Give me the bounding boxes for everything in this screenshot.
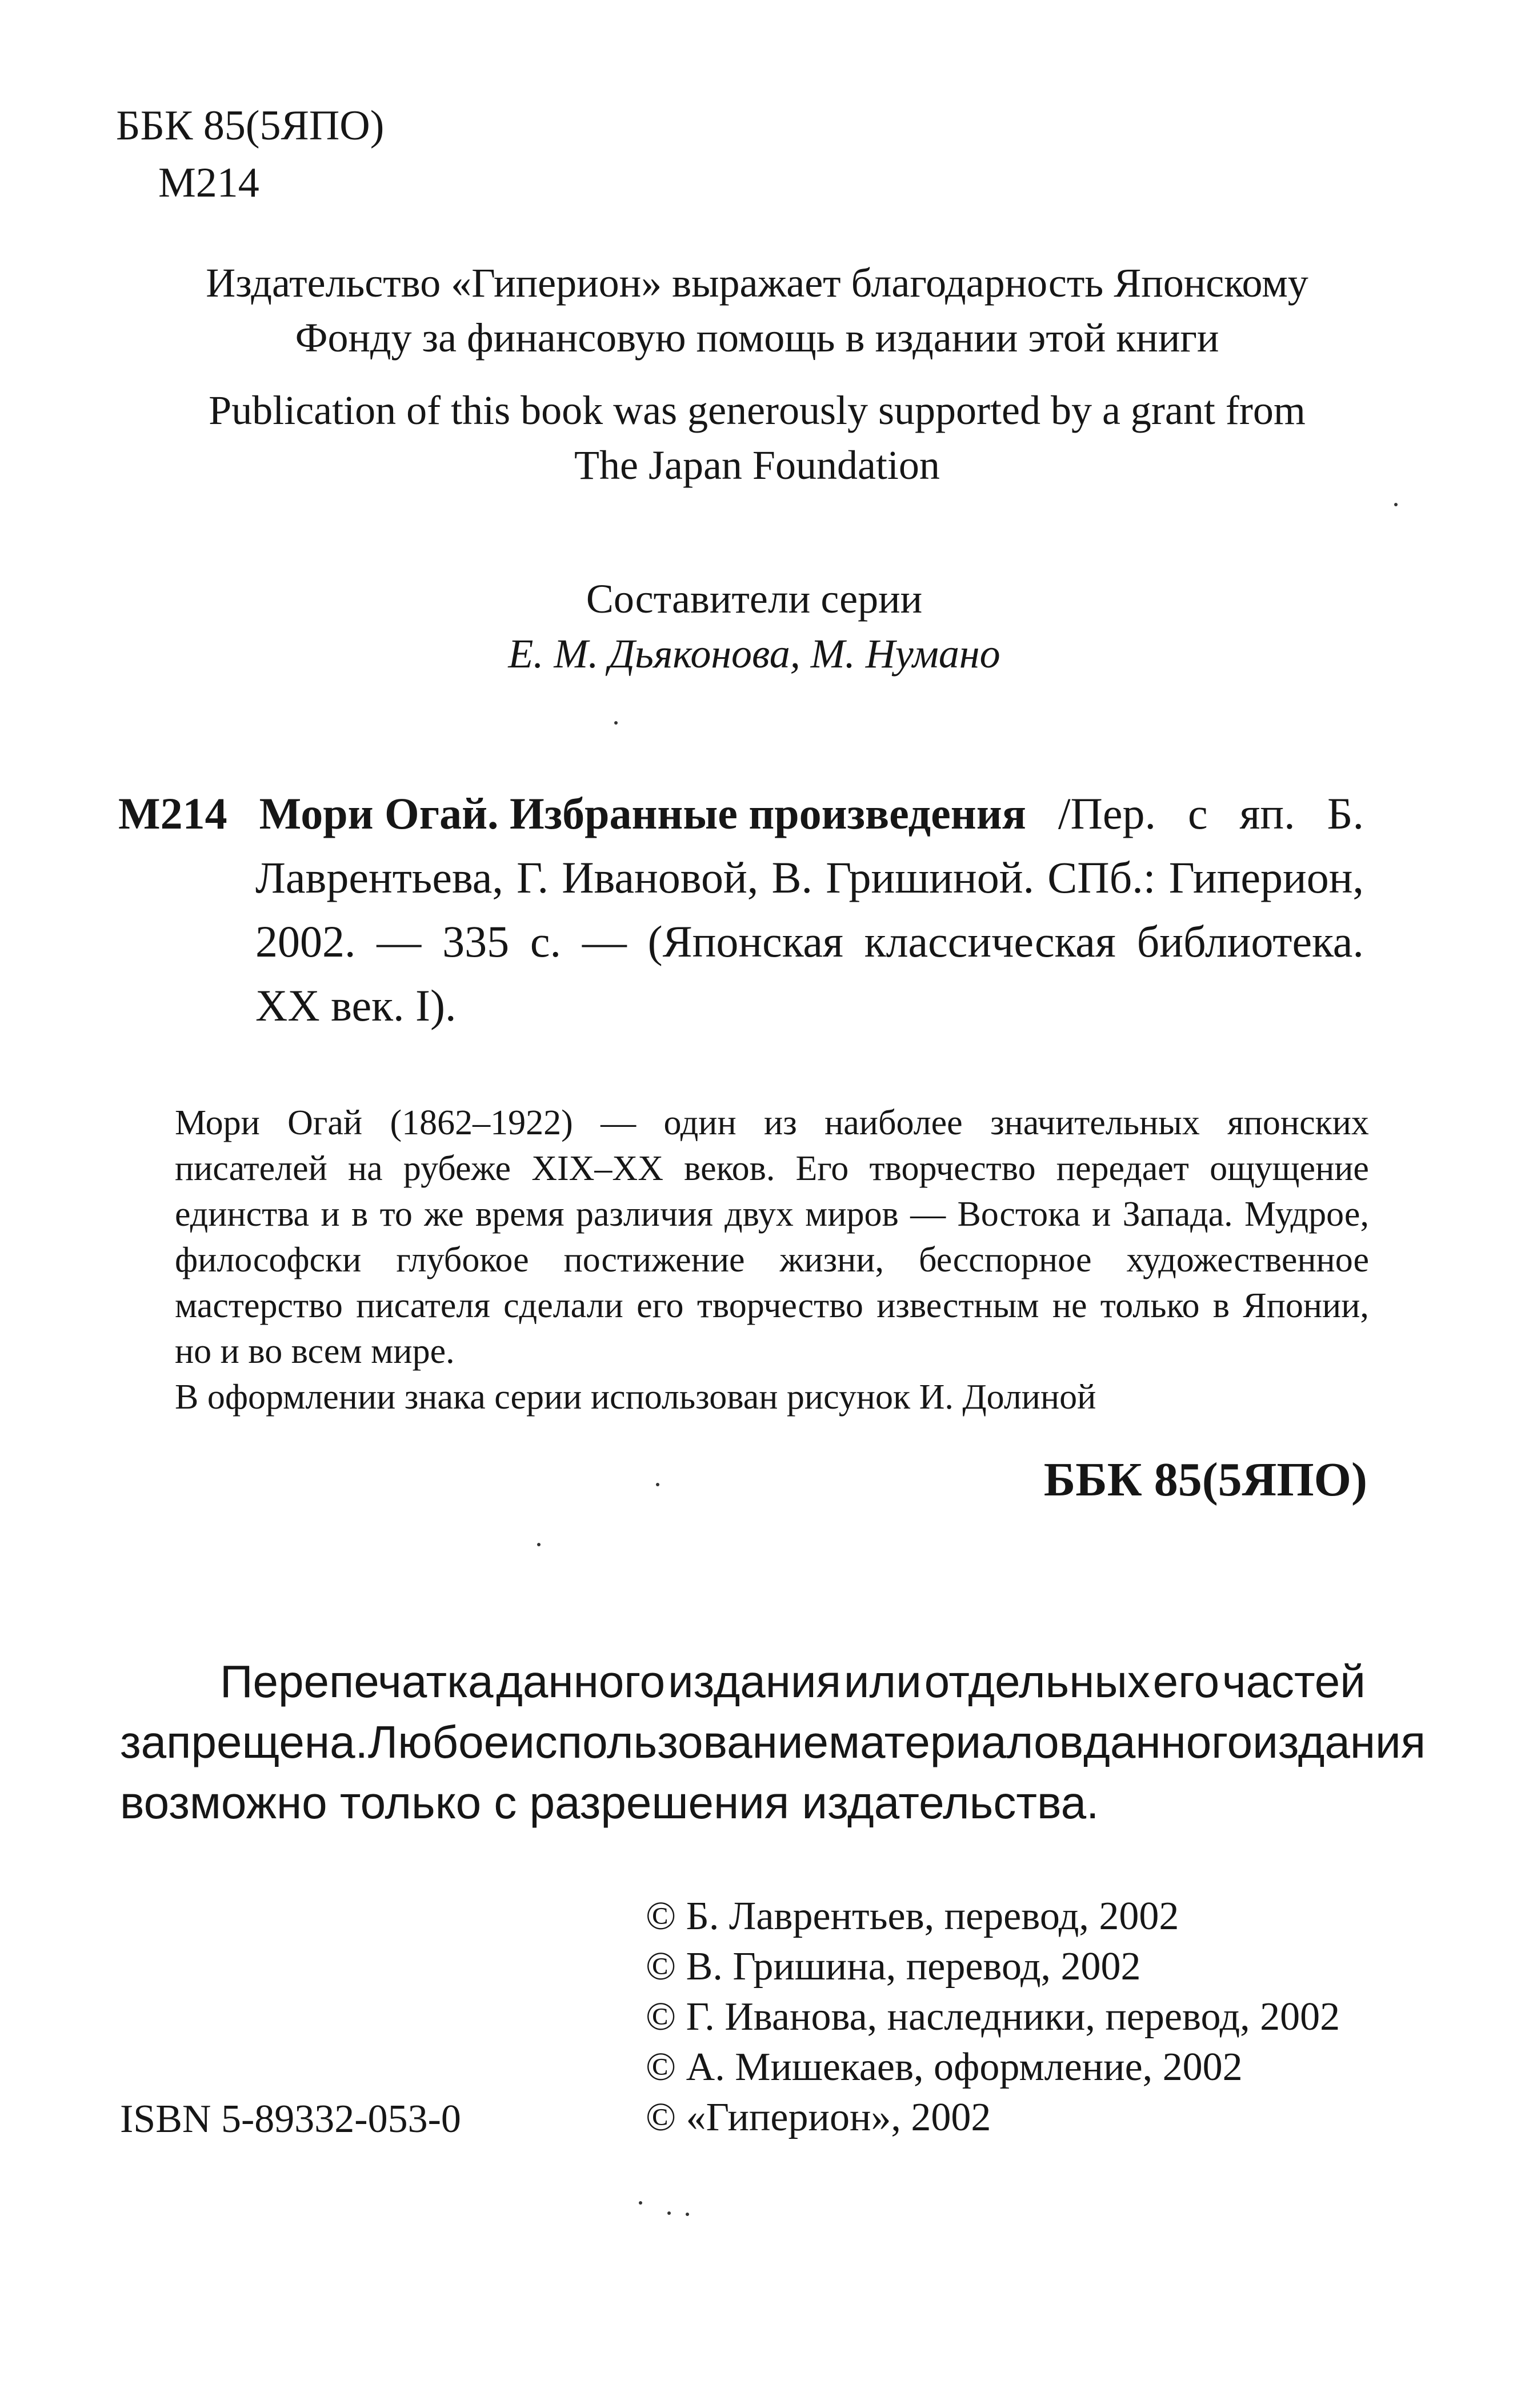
acknowledgement-russian	[114, 255, 1400, 365]
word: Запада.	[1122, 1195, 1233, 1234]
biblio-line-4	[118, 974, 1364, 1038]
word: единства	[175, 1195, 310, 1234]
word: ощущение	[1210, 1149, 1369, 1188]
scan-speck	[537, 1543, 541, 1546]
biblio-code: М214	[118, 789, 227, 838]
word: из	[764, 1103, 797, 1142]
notice-line	[120, 1651, 1366, 1712]
biblio-word: яп.	[1239, 789, 1295, 838]
annotation-line	[175, 1283, 1369, 1329]
biblio-word: Ивановой,	[562, 853, 759, 902]
word: (1862–1922)	[390, 1103, 573, 1142]
word: веков.	[684, 1149, 775, 1188]
author-mark: М214	[158, 159, 259, 206]
compilers-heading: Составители серии	[586, 576, 923, 622]
word: —	[601, 1103, 637, 1142]
word: материалов	[828, 1717, 1084, 1767]
word: Перепечатка	[220, 1656, 494, 1707]
word: на	[348, 1149, 383, 1188]
copyright-line: © «Гиперион», 2002	[646, 2095, 991, 2139]
word: японских	[1227, 1103, 1369, 1142]
word: то	[379, 1195, 413, 1234]
biblio-word: классическая	[864, 917, 1116, 966]
word: писателя	[356, 1286, 490, 1325]
biblio-word: Гиперион,	[1168, 853, 1364, 902]
word: известным	[876, 1286, 1039, 1325]
biblio-word: СПб.:	[1047, 853, 1156, 902]
copyright-line: © А. Мишекаев, оформление, 2002	[646, 2045, 1243, 2089]
word: Японии,	[1243, 1286, 1369, 1325]
biblio-word: (Японская	[647, 917, 843, 966]
word: —	[910, 1195, 946, 1234]
word: сделали	[503, 1286, 623, 1325]
word: запрещена.	[120, 1717, 368, 1767]
scan-speck	[686, 2213, 689, 2216]
word: творчество	[869, 1149, 1036, 1188]
word: и	[321, 1195, 340, 1234]
reprint-notice	[120, 1651, 1426, 1833]
word: не	[1052, 1286, 1087, 1325]
biblio-word: /Пер.	[1058, 789, 1156, 838]
word: или	[843, 1656, 922, 1707]
biblio-series-volume: XX век. I).	[255, 981, 457, 1030]
word: Востока	[957, 1195, 1080, 1234]
word: один	[663, 1103, 737, 1142]
notice-line	[120, 1712, 1426, 1773]
acknowledgement-line: Издательство «Гиперион» выражает благодарность Японскому	[206, 260, 1308, 306]
annotation-line	[175, 1237, 1369, 1283]
copyright-line: © Г. Иванова, наследники, перевод, 2002	[646, 1995, 1340, 2039]
word: бесспорное	[919, 1241, 1092, 1279]
word: различия	[575, 1195, 713, 1234]
word: его	[637, 1286, 684, 1325]
biblio-line-2	[118, 846, 1364, 910]
word: в	[1212, 1286, 1230, 1325]
word: его	[1152, 1656, 1220, 1707]
acknowledgement-line: Publication of this book was generously supported by a grant from	[209, 387, 1306, 433]
annotation-last-line: но и во всем мире.	[175, 1332, 455, 1371]
scan-speck	[656, 1483, 659, 1486]
biblio-word: Лаврентьева,	[255, 853, 503, 902]
word: отдельных	[924, 1656, 1150, 1707]
word: значительных	[990, 1103, 1200, 1142]
word: писателей	[175, 1149, 327, 1188]
scan-speck	[667, 2211, 671, 2215]
word: в	[351, 1195, 369, 1234]
compilers-names: Е. М. Дьяконова, М. Нумано	[508, 631, 1000, 677]
word: Мори	[175, 1103, 260, 1142]
word: Огай	[287, 1103, 363, 1142]
word: данного	[1083, 1717, 1253, 1767]
copyright-line: © Б. Лаврентьев, перевод, 2002	[646, 1894, 1179, 1938]
word: Мудрое,	[1244, 1195, 1369, 1234]
bbk-code: ББК 85(5ЯПО)	[116, 102, 385, 149]
series-compilers	[171, 571, 1337, 681]
biblio-word: с.	[530, 917, 562, 966]
biblio-word: 335	[442, 917, 510, 966]
word: наиболее	[824, 1103, 963, 1142]
word: двух	[725, 1195, 794, 1234]
scan-speck	[1394, 503, 1398, 506]
word: глубокое	[396, 1241, 529, 1279]
copyright-list	[646, 1891, 1340, 2143]
scan-speck	[639, 2201, 642, 2205]
word: время	[475, 1195, 565, 1234]
biblio-word: —	[377, 917, 422, 966]
biblio-word: В.	[771, 853, 813, 902]
word: данного	[496, 1656, 666, 1707]
annotation-line	[175, 1100, 1369, 1146]
biblio-word: —	[582, 917, 627, 966]
word: XIX–XX	[531, 1149, 663, 1188]
biblio-word: 2002.	[255, 917, 356, 966]
copyright-line: © В. Гришина, перевод, 2002	[646, 1945, 1141, 1989]
word: жизни,	[779, 1241, 884, 1279]
word: и	[1092, 1195, 1111, 1234]
word: художественное	[1126, 1241, 1369, 1279]
biblio-word: с	[1187, 789, 1208, 838]
annotation-line	[175, 1191, 1369, 1237]
word: постижение	[563, 1241, 745, 1279]
biblio-author-title: Мори Огай. Избранные произведения	[259, 789, 1026, 838]
word: творчество	[697, 1286, 863, 1325]
word: издания	[1252, 1717, 1426, 1767]
bbk-classification-top	[116, 97, 384, 211]
word: передает	[1056, 1149, 1189, 1188]
acknowledgement-line: Фонду за финансовую помощь в издании этой книги	[295, 315, 1219, 361]
word: использование	[509, 1717, 828, 1767]
word: миров	[805, 1195, 899, 1234]
series-emblem-credit: В оформлении знака серии использован рисунок И. Долиной	[175, 1378, 1096, 1417]
word: только	[1100, 1286, 1200, 1325]
word: рубеже	[403, 1149, 511, 1188]
word: Любое	[367, 1717, 510, 1767]
notice-last-line: возможно только с разрешения издательства.	[120, 1777, 1099, 1828]
scan-speck	[614, 721, 618, 725]
biblio-line-1	[118, 782, 1364, 846]
biblio-word: Гришиной.	[826, 853, 1034, 902]
biblio-word: библиотека.	[1136, 917, 1364, 966]
annotation	[175, 1100, 1369, 1420]
bbk-classification-bottom: ББК 85(5ЯПО)	[1043, 1453, 1367, 1506]
word: философски	[175, 1241, 362, 1279]
biblio-word: Г.	[517, 853, 549, 902]
bibliographic-entry	[118, 782, 1364, 1038]
biblio-line-3	[118, 910, 1364, 974]
isbn: ISBN 5-89332-053-0	[120, 2097, 461, 2141]
biblio-word: Б.	[1327, 789, 1364, 838]
word: же	[424, 1195, 464, 1234]
word: издания	[667, 1656, 841, 1707]
acknowledgement-line: The Japan Foundation	[574, 442, 940, 488]
word: мастерство	[175, 1286, 343, 1325]
word: частей	[1222, 1656, 1366, 1707]
acknowledgement-english	[114, 383, 1400, 493]
word: Его	[795, 1149, 849, 1188]
annotation-line	[175, 1146, 1369, 1191]
